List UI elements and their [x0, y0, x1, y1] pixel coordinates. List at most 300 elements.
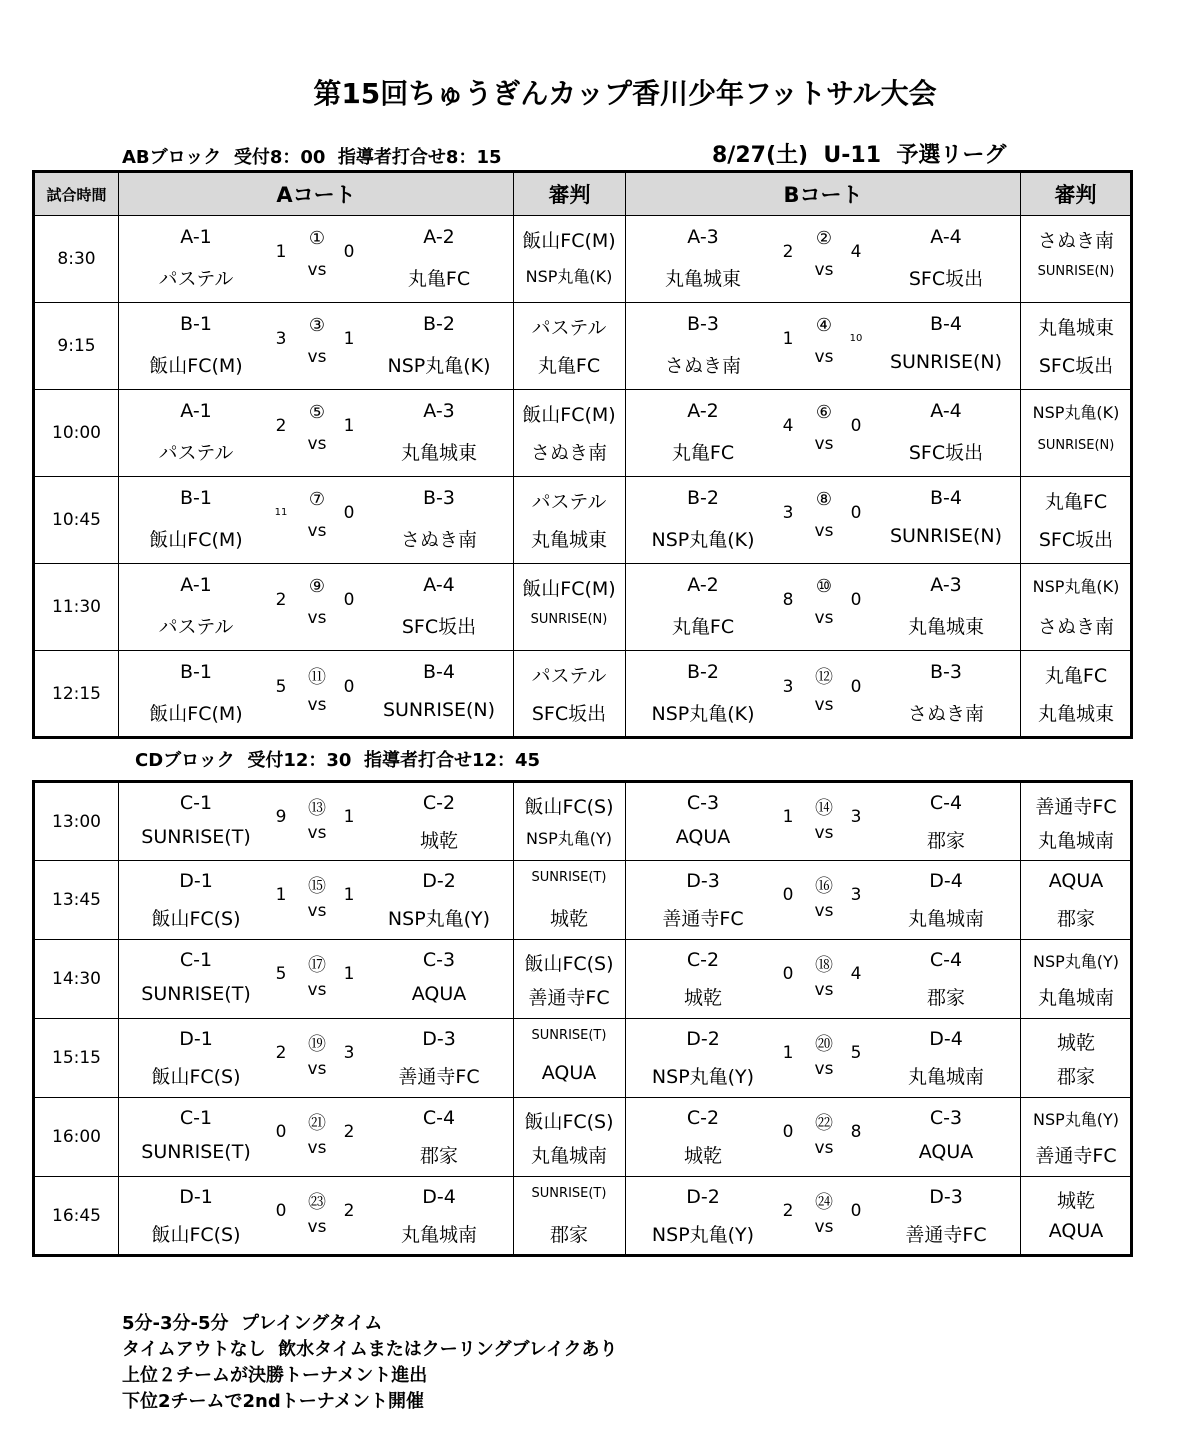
away-team-code: A-4	[423, 574, 455, 596]
away-score: 0	[850, 590, 862, 610]
referee-a	[514, 1177, 626, 1256]
court-a-match	[119, 216, 514, 303]
referee-team: 城乾	[549, 908, 589, 930]
home-team-name: 丸亀FC	[671, 442, 735, 464]
vs-label: vs	[307, 434, 327, 454]
referee-team: 飯山FC(S)	[524, 796, 614, 818]
vs-label: vs	[307, 1217, 327, 1237]
court-b-match	[626, 564, 1021, 651]
home-team-name: パステル	[158, 616, 234, 638]
vs-label: vs	[307, 608, 327, 628]
away-team-name: 丸亀城南	[907, 1066, 985, 1088]
referee-b	[1021, 782, 1132, 861]
referee-a	[514, 390, 626, 477]
home-team-name: SUNRISE(T)	[141, 983, 251, 1005]
referee-team: 飯山FC(M)	[522, 578, 616, 600]
court-a-match	[119, 940, 514, 1019]
vs-label: vs	[814, 901, 834, 921]
referee-team: SFC坂出	[1038, 355, 1114, 377]
vs-label: vs	[307, 1138, 327, 1158]
home-score: 11	[274, 507, 288, 518]
vs-label: vs	[814, 823, 834, 843]
court-b-match	[626, 303, 1021, 390]
referee-team: AQUA	[541, 1062, 597, 1084]
vs-label: vs	[814, 260, 834, 280]
away-score: 4	[850, 242, 862, 262]
away-team-name: 城乾	[419, 830, 459, 852]
referee-b	[1021, 1019, 1132, 1098]
court-b-match	[626, 1019, 1021, 1098]
home-team-name: 城乾	[683, 1145, 723, 1167]
home-score: 3	[275, 329, 287, 349]
referee-a	[514, 651, 626, 738]
ab-schedule-table	[32, 170, 1133, 739]
away-score: 2	[343, 1201, 355, 1221]
home-team-code: D-2	[686, 1028, 720, 1050]
referee-b	[1021, 564, 1132, 651]
away-score: 0	[850, 503, 862, 523]
match-number: ③	[308, 315, 326, 336]
away-team-name: 善通寺FC	[398, 1066, 480, 1088]
home-team-name: 丸亀城東	[664, 268, 742, 290]
court-a-match	[119, 303, 514, 390]
match-number: ⑮	[308, 876, 326, 897]
match-time: 8:30	[34, 216, 119, 303]
match-number: ⑬	[308, 798, 326, 819]
home-team-code: B-2	[687, 661, 719, 683]
home-score: 2	[275, 416, 287, 436]
vs-label: vs	[814, 1059, 834, 1079]
home-score: 0	[275, 1201, 287, 1221]
referee-team: NSP丸亀(K)	[525, 267, 613, 286]
vs-label: vs	[814, 347, 834, 367]
away-team-name: AQUA	[918, 1141, 974, 1163]
home-score: 1	[782, 329, 794, 349]
match-number: ㉔	[815, 1192, 833, 1213]
home-score: 0	[782, 885, 794, 905]
referee-a	[514, 1019, 626, 1098]
match-row	[34, 940, 1132, 1019]
referee-team: 丸亀城東	[530, 529, 608, 551]
time-header: 試合時間	[34, 172, 119, 216]
referee-team: NSP丸亀(Y)	[1032, 952, 1120, 971]
vs-label: vs	[814, 434, 834, 454]
referee-team: 郡家	[1056, 1066, 1096, 1088]
match-row	[34, 651, 1132, 738]
away-team-code: A-3	[423, 400, 455, 422]
home-team-name: AQUA	[675, 826, 731, 848]
court-a-match	[119, 390, 514, 477]
home-team-name: 飯山FC(S)	[151, 1224, 241, 1246]
vs-label: vs	[307, 521, 327, 541]
court-b-match	[626, 861, 1021, 940]
match-time: 15:15	[34, 1019, 119, 1098]
home-score: 1	[782, 807, 794, 827]
home-team-code: D-2	[686, 1186, 720, 1208]
home-team-code: C-1	[179, 949, 213, 971]
home-score: 4	[782, 416, 794, 436]
away-score: 0	[343, 503, 355, 523]
referee-team: 丸亀FC	[1044, 665, 1108, 687]
away-score: 1	[343, 964, 355, 984]
referee-a	[514, 782, 626, 861]
court-b-match	[626, 216, 1021, 303]
referee-team: SUNRISE(T)	[531, 870, 607, 885]
away-team-code: D-4	[929, 1028, 963, 1050]
home-team-name: さぬき南	[664, 355, 742, 377]
note-line: 5分-3分-5分 プレイングタイム	[122, 1313, 383, 1334]
match-number: ⑳	[815, 1034, 833, 1055]
home-team-code: A-3	[687, 226, 719, 248]
away-score: 1	[343, 416, 355, 436]
match-row	[34, 1177, 1132, 1256]
away-team-name: 丸亀城東	[400, 442, 478, 464]
referee-team: 丸亀城南	[1037, 830, 1115, 852]
header-row	[34, 172, 1132, 216]
referee-team: 丸亀城南	[530, 1145, 608, 1167]
home-team-code: B-2	[687, 487, 719, 509]
match-number: ⑭	[815, 798, 833, 819]
match-number: ④	[815, 315, 833, 336]
home-team-name: パステル	[158, 442, 234, 464]
home-team-code: C-2	[686, 949, 720, 971]
match-number: ⑲	[308, 1034, 326, 1055]
vs-label: vs	[307, 260, 327, 280]
court-b-header: Bコート	[626, 172, 1021, 216]
home-team-name: NSP丸亀(Y)	[651, 1224, 755, 1246]
court-b-match	[626, 940, 1021, 1019]
ab-block-info: ABブロック 受付8：00 指導者打合せ8：15	[122, 147, 502, 168]
referee-team: 丸亀FC	[537, 355, 601, 377]
away-team-name: 郡家	[926, 830, 966, 852]
referee-a	[514, 216, 626, 303]
away-team-code: D-4	[929, 870, 963, 892]
match-row	[34, 1019, 1132, 1098]
match-number: ⑱	[815, 955, 833, 976]
referee-team: 丸亀城東	[1037, 703, 1115, 725]
referee-a	[514, 564, 626, 651]
home-team-code: C-1	[179, 792, 213, 814]
referee-team: 丸亀城東	[1037, 317, 1115, 339]
match-number: ㉑	[308, 1113, 326, 1134]
match-time: 10:45	[34, 477, 119, 564]
home-score: 5	[275, 964, 287, 984]
home-team-name: 飯山FC(S)	[151, 908, 241, 930]
match-time: 16:00	[34, 1098, 119, 1177]
referee-team: SUNRISE(N)	[530, 612, 608, 627]
away-team-code: A-4	[930, 400, 962, 422]
match-number: ⑰	[308, 955, 326, 976]
match-number: ⑧	[815, 489, 833, 510]
home-team-code: C-2	[686, 1107, 720, 1129]
away-team-code: A-4	[930, 226, 962, 248]
referee-a-header: 審判	[514, 172, 626, 216]
referee-team: SFC坂出	[531, 703, 607, 725]
home-score: 2	[782, 1201, 794, 1221]
away-team-code: B-2	[423, 313, 455, 335]
home-team-code: D-1	[179, 1186, 213, 1208]
match-number: ⑥	[815, 402, 833, 423]
away-score: 8	[850, 1122, 862, 1142]
match-row	[34, 303, 1132, 390]
referee-b	[1021, 1098, 1132, 1177]
home-score: 1	[782, 1043, 794, 1063]
away-team-code: D-4	[422, 1186, 456, 1208]
referee-team: 飯山FC(M)	[522, 230, 616, 252]
away-team-code: D-2	[422, 870, 456, 892]
vs-label: vs	[814, 695, 834, 715]
away-score: 0	[343, 590, 355, 610]
court-a-match	[119, 861, 514, 940]
referee-team: 善通寺FC	[528, 987, 610, 1009]
home-team-code: B-1	[180, 487, 212, 509]
court-b-match	[626, 477, 1021, 564]
referee-team: 郡家	[549, 1224, 589, 1246]
referee-team: 城乾	[1056, 1032, 1096, 1054]
vs-label: vs	[814, 521, 834, 541]
match-row	[34, 390, 1132, 477]
home-team-name: 飯山FC(M)	[149, 355, 243, 377]
home-team-name: NSP丸亀(Y)	[651, 1066, 755, 1088]
home-team-code: B-1	[180, 313, 212, 335]
away-team-code: B-3	[423, 487, 455, 509]
match-row	[34, 564, 1132, 651]
referee-team: SUNRISE(N)	[1037, 264, 1115, 279]
referee-a	[514, 303, 626, 390]
home-score: 3	[782, 677, 794, 697]
referee-team: NSP丸亀(Y)	[525, 829, 613, 848]
away-team-code: D-3	[422, 1028, 456, 1050]
referee-b	[1021, 940, 1132, 1019]
home-team-code: D-1	[179, 870, 213, 892]
vs-label: vs	[307, 980, 327, 1000]
match-number: ⑨	[308, 576, 326, 597]
match-number: ㉓	[308, 1192, 326, 1213]
home-team-name: NSP丸亀(K)	[651, 703, 755, 725]
home-team-code: C-1	[179, 1107, 213, 1129]
cd-block-info: CDブロック 受付12：30 指導者打合せ12：45	[135, 750, 541, 771]
referee-team: SUNRISE(T)	[531, 1028, 607, 1043]
match-row	[34, 782, 1132, 861]
match-number: ⑫	[815, 667, 833, 688]
home-team-code: B-1	[180, 661, 212, 683]
match-time: 13:00	[34, 782, 119, 861]
away-team-code: A-2	[423, 226, 455, 248]
court-a-match	[119, 782, 514, 861]
home-team-name: 飯山FC(M)	[149, 529, 243, 551]
referee-team: NSP丸亀(K)	[1032, 403, 1120, 422]
referee-team: AQUA	[1048, 870, 1104, 892]
note-line: タイムアウトなし 飲水タイムまたはクーリングブレイクあり	[122, 1339, 618, 1360]
away-team-name: SUNRISE(N)	[382, 699, 496, 721]
referee-team: 丸亀城南	[1037, 987, 1115, 1009]
away-team-code: D-3	[929, 1186, 963, 1208]
away-score: 3	[343, 1043, 355, 1063]
home-team-name: SUNRISE(T)	[141, 826, 251, 848]
vs-label: vs	[814, 1138, 834, 1158]
away-score: 3	[850, 807, 862, 827]
referee-team: 丸亀FC	[1044, 491, 1108, 513]
court-a-match	[119, 1177, 514, 1256]
court-a-match	[119, 477, 514, 564]
home-score: 8	[782, 590, 794, 610]
match-number: ⑤	[308, 402, 326, 423]
away-team-code: C-3	[422, 949, 456, 971]
match-number: ⑦	[308, 489, 326, 510]
referee-team: SFC坂出	[1038, 529, 1114, 551]
home-team-name: パステル	[158, 268, 234, 290]
match-number: ②	[815, 228, 833, 249]
away-team-code: C-4	[929, 949, 963, 971]
referee-team: 飯山FC(S)	[524, 1111, 614, 1133]
home-team-code: A-1	[180, 400, 212, 422]
home-team-name: SUNRISE(T)	[141, 1141, 251, 1163]
away-team-name: 丸亀城南	[907, 908, 985, 930]
away-team-name: 丸亀FC	[407, 268, 471, 290]
home-team-name: 飯山FC(S)	[151, 1066, 241, 1088]
referee-team: さぬき南	[530, 442, 608, 464]
referee-b	[1021, 390, 1132, 477]
vs-label: vs	[814, 980, 834, 1000]
referee-a	[514, 861, 626, 940]
match-number: ①	[308, 228, 326, 249]
away-score: 5	[850, 1043, 862, 1063]
home-team-code: A-1	[180, 226, 212, 248]
home-score: 0	[275, 1122, 287, 1142]
away-team-name: 善通寺FC	[905, 1224, 987, 1246]
tournament-title: 第15回ちゅうぎんカップ香川少年フットサル大会	[313, 77, 937, 110]
referee-a	[514, 940, 626, 1019]
court-b-match	[626, 782, 1021, 861]
home-team-code: C-3	[686, 792, 720, 814]
home-score: 0	[782, 964, 794, 984]
referee-team: AQUA	[1048, 1220, 1104, 1242]
match-row	[34, 1098, 1132, 1177]
date-info: 8/27(土) U-11 予選リーグ	[712, 143, 1007, 168]
home-score: 5	[275, 677, 287, 697]
away-team-name: AQUA	[411, 983, 467, 1005]
notes	[122, 1311, 617, 1415]
home-score: 1	[275, 885, 287, 905]
away-score: 0	[850, 416, 862, 436]
match-number: ⑪	[308, 667, 326, 688]
match-time: 11:30	[34, 564, 119, 651]
referee-team: 城乾	[1056, 1190, 1096, 1212]
home-score: 0	[782, 1122, 794, 1142]
match-row	[34, 477, 1132, 564]
court-a-match	[119, 564, 514, 651]
match-time: 14:30	[34, 940, 119, 1019]
home-team-name: NSP丸亀(K)	[651, 529, 755, 551]
away-score: 1	[343, 885, 355, 905]
match-row	[34, 861, 1132, 940]
vs-label: vs	[307, 901, 327, 921]
court-a-header: Aコート	[119, 172, 514, 216]
away-team-code: B-4	[930, 313, 962, 335]
match-row	[34, 216, 1132, 303]
referee-a	[514, 1098, 626, 1177]
home-score: 9	[275, 807, 287, 827]
home-team-code: A-2	[687, 574, 719, 596]
match-time: 12:15	[34, 651, 119, 738]
note-line: 下位2チームで2ndトーナメント開催	[122, 1391, 425, 1412]
referee-b	[1021, 303, 1132, 390]
away-score: 0	[850, 1201, 862, 1221]
match-number: ⑯	[815, 876, 833, 897]
referee-b	[1021, 1177, 1132, 1256]
referee-team: 善通寺FC	[1035, 1145, 1117, 1167]
referee-b	[1021, 216, 1132, 303]
referee-team: SUNRISE(T)	[531, 1186, 607, 1201]
home-score: 1	[275, 242, 287, 262]
home-score: 2	[275, 1043, 287, 1063]
away-team-code: C-2	[422, 792, 456, 814]
away-score: 3	[850, 885, 862, 905]
away-team-name: SFC坂出	[908, 268, 984, 290]
away-team-code: C-4	[422, 1107, 456, 1129]
referee-team: 飯山FC(M)	[522, 404, 616, 426]
referee-b	[1021, 651, 1132, 738]
home-team-name: 善通寺FC	[662, 908, 744, 930]
referee-a	[514, 477, 626, 564]
match-time: 10:00	[34, 390, 119, 477]
away-team-name: 丸亀城東	[907, 616, 985, 638]
referee-team: パステル	[531, 491, 607, 513]
referee-team: NSP丸亀(Y)	[1032, 1110, 1120, 1129]
referee-team: 善通寺FC	[1035, 796, 1117, 818]
referee-team: さぬき南	[1037, 230, 1115, 252]
away-team-code: B-3	[930, 661, 962, 683]
court-b-match	[626, 651, 1021, 738]
note-line: 上位２チームが決勝トーナメント進出	[122, 1365, 428, 1386]
court-b-match	[626, 390, 1021, 477]
referee-b	[1021, 861, 1132, 940]
match-time: 9:15	[34, 303, 119, 390]
match-number: ㉒	[815, 1113, 833, 1134]
away-team-name: さぬき南	[907, 703, 985, 725]
away-score: 0	[850, 677, 862, 697]
away-team-code: C-3	[929, 1107, 963, 1129]
court-b-match	[626, 1098, 1021, 1177]
vs-label: vs	[814, 608, 834, 628]
away-team-name: SUNRISE(N)	[889, 351, 1003, 373]
court-a-match	[119, 1098, 514, 1177]
away-team-name: 郡家	[419, 1145, 459, 1167]
away-team-name: NSP丸亀(Y)	[387, 908, 491, 930]
away-team-name: 丸亀城南	[400, 1224, 478, 1246]
match-time: 13:45	[34, 861, 119, 940]
home-team-code: D-1	[179, 1028, 213, 1050]
vs-label: vs	[307, 1059, 327, 1079]
home-team-name: 城乾	[683, 987, 723, 1009]
referee-team: 郡家	[1056, 908, 1096, 930]
referee-team: 飯山FC(S)	[524, 953, 614, 975]
court-a-match	[119, 651, 514, 738]
away-team-name: さぬき南	[400, 529, 478, 551]
away-team-code: B-4	[930, 487, 962, 509]
vs-label: vs	[307, 823, 327, 843]
referee-b	[1021, 477, 1132, 564]
match-time: 16:45	[34, 1177, 119, 1256]
home-team-name: 飯山FC(M)	[149, 703, 243, 725]
home-team-code: A-1	[180, 574, 212, 596]
away-team-name: SUNRISE(N)	[889, 525, 1003, 547]
away-team-name: 郡家	[926, 987, 966, 1009]
court-a-match	[119, 1019, 514, 1098]
away-score: 4	[850, 964, 862, 984]
away-team-code: C-4	[929, 792, 963, 814]
away-score: 0	[343, 242, 355, 262]
